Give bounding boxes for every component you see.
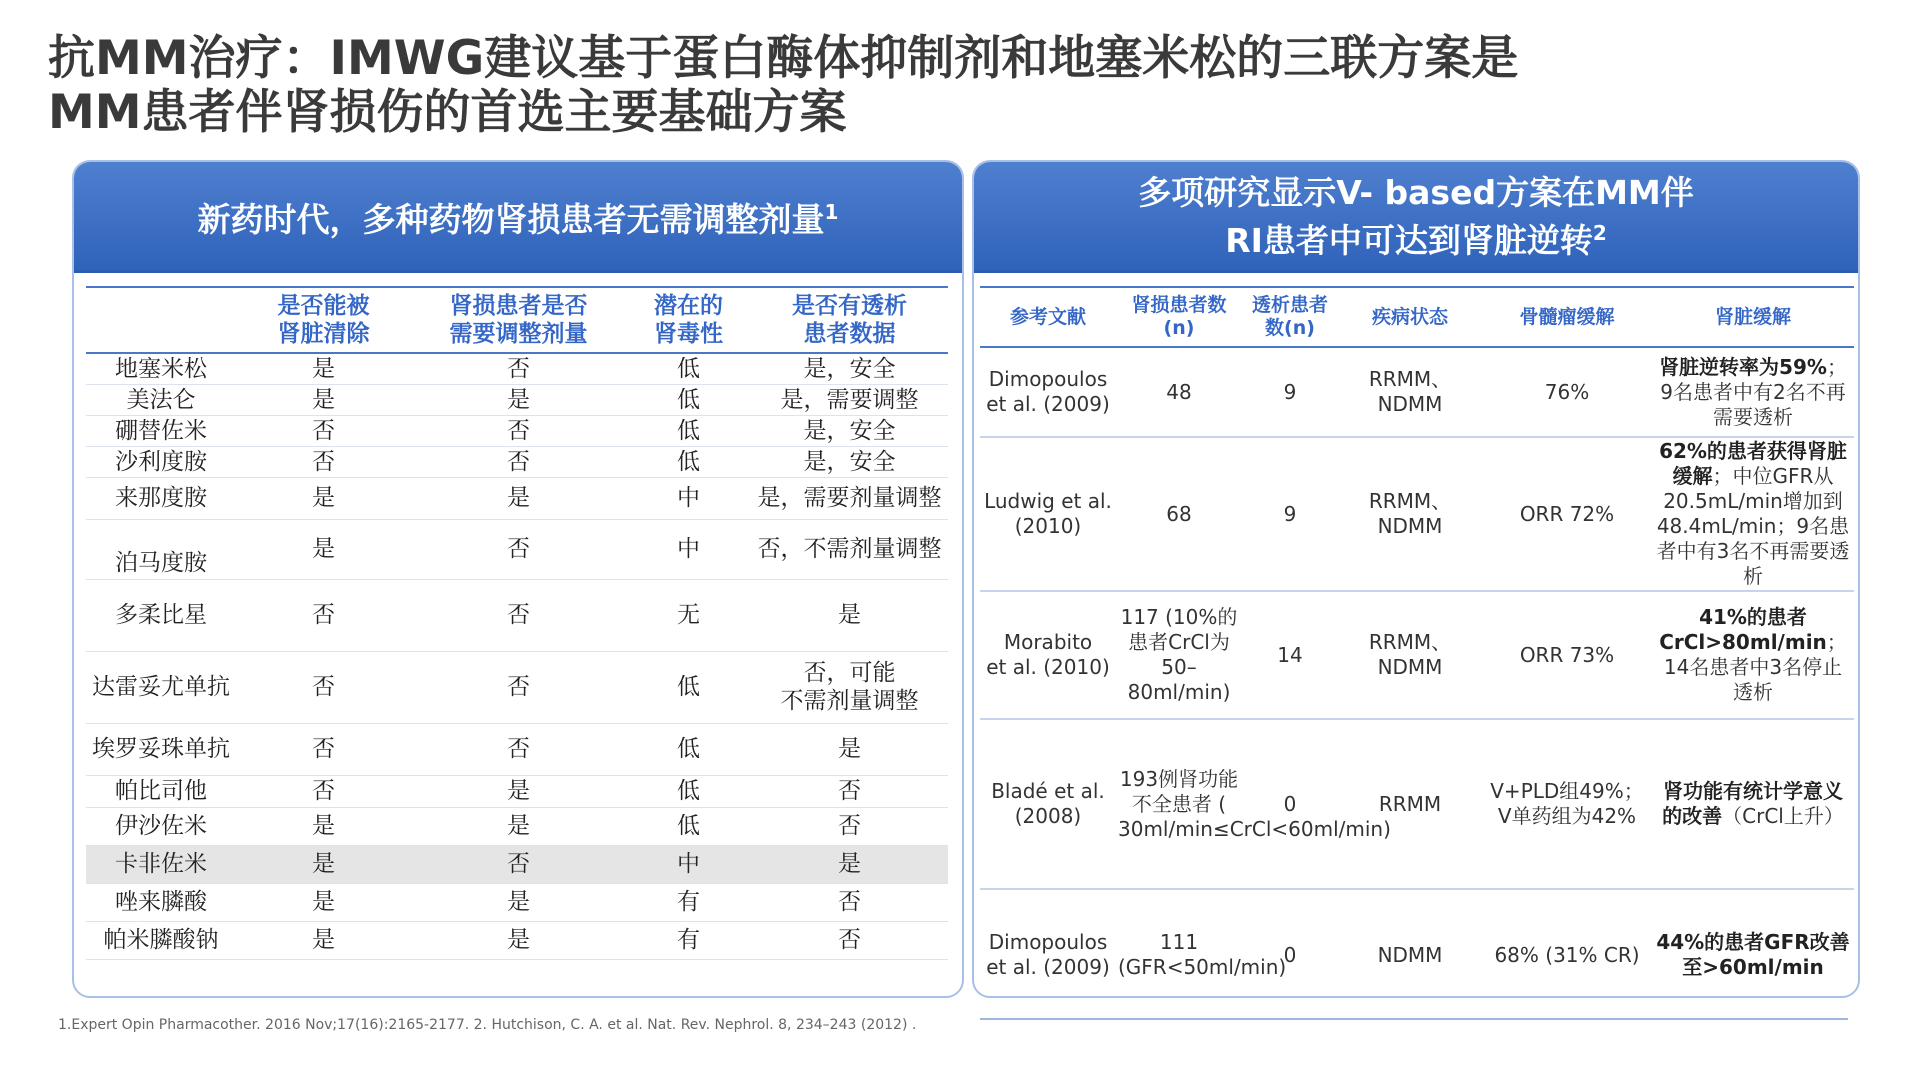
myeloma-response-cell: ORR 72% [1482, 437, 1652, 591]
dose-adjustment-cell: 是 [411, 384, 626, 415]
dialysis-patients-cell: 0 [1242, 889, 1338, 998]
table-row [86, 883, 948, 921]
bottom-divider [980, 1018, 1848, 1020]
column-header-drug [86, 287, 236, 353]
column-header-renal-response: 肾脏缓解 [1652, 287, 1854, 347]
column-header-dialysis-data: 是否有透析 患者数据 [751, 287, 948, 353]
table-row [86, 519, 948, 579]
nephrotoxicity-cell: 低 [626, 446, 751, 477]
table-row [980, 347, 1854, 437]
column-header-reference: 参考文献 [980, 287, 1116, 347]
drug-name-cell: 伊沙佐米 [86, 807, 236, 845]
drug-name-cell: 达雷妥尤单抗 [86, 651, 236, 723]
nephrotoxicity-cell: 低 [626, 723, 751, 775]
dialysis-data-cell: 否 [751, 807, 948, 845]
drug-name-cell: 沙利度胺 [86, 446, 236, 477]
renal-clearance-cell: 是 [236, 807, 411, 845]
renal-clearance-cell: 是 [236, 384, 411, 415]
ri-patients-cell: 117 (10%的患者CrCl为50–80ml/min) [1116, 591, 1242, 719]
dialysis-data-cell: 是 [751, 579, 948, 651]
dose-adjustment-cell: 否 [411, 723, 626, 775]
column-header-nephrotoxicity: 潜在的 肾毒性 [626, 287, 751, 353]
drug-name-cell: 唑来膦酸 [86, 883, 236, 921]
table-row [86, 723, 948, 775]
dialysis-patients-cell: 9 [1242, 437, 1338, 591]
nephrotoxicity-cell: 无 [626, 579, 751, 651]
renal-response-detail: ；9名患者中有2名不再需要透析 [1660, 354, 1847, 429]
slide-title [48, 32, 1848, 140]
renal-response-cell [1652, 889, 1854, 998]
dose-adjustment-cell: 是 [411, 807, 626, 845]
dialysis-data-cell: 否 [751, 883, 948, 921]
dialysis-data-cell: 否，可能 不需剂量调整 [751, 651, 948, 723]
drug-name-cell: 帕米膦酸钠 [86, 921, 236, 959]
table-row [980, 437, 1854, 591]
nephrotoxicity-cell: 低 [626, 807, 751, 845]
dose-adjustment-cell: 否 [411, 579, 626, 651]
drug-name-cell: 来那度胺 [86, 477, 236, 519]
table-row [980, 889, 1854, 998]
nephrotoxicity-cell: 低 [626, 651, 751, 723]
table-row [86, 651, 948, 723]
dialysis-data-cell: 是，需要调整 [751, 384, 948, 415]
table-row [980, 719, 1854, 889]
myeloma-response-cell: ORR 73% [1482, 591, 1652, 719]
drug-dosing-table [86, 286, 948, 960]
renal-clearance-cell: 是 [236, 353, 411, 384]
renal-clearance-cell: 是 [236, 519, 411, 579]
disease-status-cell: RRMM [1338, 719, 1482, 889]
drug-name-cell: 埃罗妥珠单抗 [86, 723, 236, 775]
drug-dosing-header-text: 新药时代，多种药物肾损患者无需调整剂量 [197, 200, 825, 239]
drug-name-cell: 地塞米松 [86, 353, 236, 384]
renal-response-cell [1652, 719, 1854, 889]
nephrotoxicity-cell: 低 [626, 353, 751, 384]
dialysis-data-cell: 是 [751, 845, 948, 883]
renal-clearance-cell: 否 [236, 775, 411, 807]
drug-dosing-header-footnote-ref: 1 [824, 200, 839, 224]
renal-response-highlight: 肾功能有统计学意义的改善 [1662, 779, 1843, 828]
table-row [86, 579, 948, 651]
reference-cell: Bladé et al. (2008) [980, 719, 1116, 889]
dose-adjustment-cell: 是 [411, 477, 626, 519]
renal-clearance-cell: 否 [236, 651, 411, 723]
renal-response-detail: （CrCl上升） [1722, 804, 1844, 828]
myeloma-response-cell: 68% (31% CR) [1482, 889, 1652, 998]
column-header-disease-status: 疾病状态 [1338, 287, 1482, 347]
renal-response-cell [1652, 437, 1854, 591]
drug-dosing-table-header-row [86, 287, 948, 353]
dialysis-data-cell: 是，需要剂量调整 [751, 477, 948, 519]
nephrotoxicity-cell: 中 [626, 519, 751, 579]
drug-name-cell: 泊马度胺 [86, 519, 236, 579]
renal-reversal-header-line1: 多项研究显示V- based方案在MM伴 [1138, 172, 1694, 212]
renal-clearance-cell: 否 [236, 723, 411, 775]
dialysis-data-cell: 否，不需剂量调整 [751, 519, 948, 579]
column-header-renal-clearance: 是否能被 肾脏清除 [236, 287, 411, 353]
dose-adjustment-cell: 否 [411, 651, 626, 723]
drug-name-cell: 卡非佐米 [86, 845, 236, 883]
dialysis-data-cell: 是 [751, 723, 948, 775]
table-row [86, 807, 948, 845]
renal-response-highlight: 44%的患者GFR改善至>60ml/min [1656, 930, 1850, 979]
table-row [86, 477, 948, 519]
renal-clearance-cell: 是 [236, 477, 411, 519]
reference-cell: Ludwig et al. (2010) [980, 437, 1116, 591]
table-row [86, 446, 948, 477]
renal-reversal-panel-header [974, 162, 1858, 273]
dose-adjustment-cell: 是 [411, 921, 626, 959]
dialysis-patients-cell: 0 [1242, 719, 1338, 889]
column-header-dialysis-patients: 透析患者 数(n) [1242, 287, 1338, 347]
dialysis-patients-cell: 14 [1242, 591, 1338, 719]
drug-name-cell: 帕比司他 [86, 775, 236, 807]
dialysis-data-cell: 是，安全 [751, 446, 948, 477]
renal-reversal-header-line2: RI患者中可达到肾脏逆转 [1225, 220, 1593, 260]
renal-clearance-cell: 否 [236, 415, 411, 446]
table-row [86, 353, 948, 384]
nephrotoxicity-cell: 低 [626, 415, 751, 446]
renal-response-cell [1652, 347, 1854, 437]
reference-cell: Morabito et al. (2010) [980, 591, 1116, 719]
renal-clearance-cell: 否 [236, 579, 411, 651]
nephrotoxicity-cell: 有 [626, 921, 751, 959]
renal-response-cell [1652, 591, 1854, 719]
disease-status-cell: NDMM [1338, 889, 1482, 998]
renal-response-highlight: 41%的患者CrCl>80ml/min [1659, 605, 1827, 654]
myeloma-response-cell: V+PLD组49%； V单药组为42% [1482, 719, 1652, 889]
dose-adjustment-cell: 否 [411, 353, 626, 384]
slide-title-line1: 抗MM治疗：IMWG建议基于蛋白酶体抑制剂和地塞米松的三联方案是 [48, 31, 1519, 86]
table-row [980, 591, 1854, 719]
dose-adjustment-cell: 否 [411, 519, 626, 579]
dialysis-patients-cell: 9 [1242, 347, 1338, 437]
ri-patients-cell: 193例肾功能不全患者 ( 30ml/min≤CrCl<60ml/min) [1116, 719, 1242, 889]
renal-response-detail: ；中位GFR从20.5mL/min增加到48.4mL/min；9名患者中有3名不再需要透析 [1656, 464, 1850, 588]
renal-reversal-header-footnote-ref: 2 [1592, 220, 1607, 245]
renal-response-highlight: 肾脏逆转率为59% [1659, 354, 1827, 379]
ri-patients-cell: 48 [1116, 347, 1242, 437]
drug-dosing-panel [72, 160, 964, 998]
slide-title-line2: MM患者伴肾损伤的首选主要基础方案 [48, 85, 847, 140]
table-row [86, 384, 948, 415]
nephrotoxicity-cell: 有 [626, 883, 751, 921]
column-header-myeloma-response: 骨髓瘤缓解 [1482, 287, 1652, 347]
renal-clearance-cell: 是 [236, 921, 411, 959]
nephrotoxicity-cell: 低 [626, 384, 751, 415]
ri-patients-cell: 68 [1116, 437, 1242, 591]
renal-clearance-cell: 是 [236, 845, 411, 883]
drug-name-cell: 多柔比星 [86, 579, 236, 651]
renal-response-highlight: 62%的患者获得肾脏缓解 [1659, 439, 1847, 488]
drug-name-cell: 美法仑 [86, 384, 236, 415]
renal-reversal-panel [972, 160, 1860, 998]
reference-cell: Dimopoulos et al. (2009) [980, 347, 1116, 437]
disease-status-cell: RRMM、 NDMM [1338, 347, 1482, 437]
drug-dosing-panel-header [74, 162, 962, 273]
dose-adjustment-cell: 是 [411, 883, 626, 921]
dose-adjustment-cell: 是 [411, 775, 626, 807]
references-footnote: 1.Expert Opin Pharmacother. 2016 Nov;17(16):2165-2177. 2. Hutchison, C. A. et al. Nat. Rev. Nephrol. 8, 234–243 (2012) . [58, 1017, 917, 1033]
nephrotoxicity-cell: 中 [626, 477, 751, 519]
renal-reversal-table [980, 286, 1854, 998]
disease-status-cell: RRMM、 NDMM [1338, 591, 1482, 719]
dose-adjustment-cell: 否 [411, 446, 626, 477]
column-header-ri-patients: 肾损患者数 (n) [1116, 287, 1242, 347]
ri-patients-cell: 111 (GFR<50ml/min) [1116, 889, 1242, 998]
dose-adjustment-cell: 否 [411, 845, 626, 883]
reference-cell: Dimopoulos et al. (2009) [980, 889, 1116, 998]
dialysis-data-cell: 否 [751, 921, 948, 959]
dialysis-data-cell: 否 [751, 775, 948, 807]
renal-clearance-cell: 否 [236, 446, 411, 477]
dose-adjustment-cell: 否 [411, 415, 626, 446]
drug-name-cell: 硼替佐米 [86, 415, 236, 446]
column-header-dose-adjustment: 肾损患者是否 需要调整剂量 [411, 287, 626, 353]
table-row [86, 775, 948, 807]
myeloma-response-cell: 76% [1482, 347, 1652, 437]
nephrotoxicity-cell: 中 [626, 845, 751, 883]
nephrotoxicity-cell: 低 [626, 775, 751, 807]
renal-clearance-cell: 是 [236, 883, 411, 921]
table-row [86, 415, 948, 446]
disease-status-cell: RRMM、 NDMM [1338, 437, 1482, 591]
dialysis-data-cell: 是，安全 [751, 353, 948, 384]
dialysis-data-cell: 是，安全 [751, 415, 948, 446]
table-row [86, 845, 948, 883]
table-row [86, 921, 948, 959]
renal-response-detail: ；14名患者中3名停止透析 [1663, 630, 1847, 704]
renal-reversal-table-header-row [980, 287, 1854, 347]
